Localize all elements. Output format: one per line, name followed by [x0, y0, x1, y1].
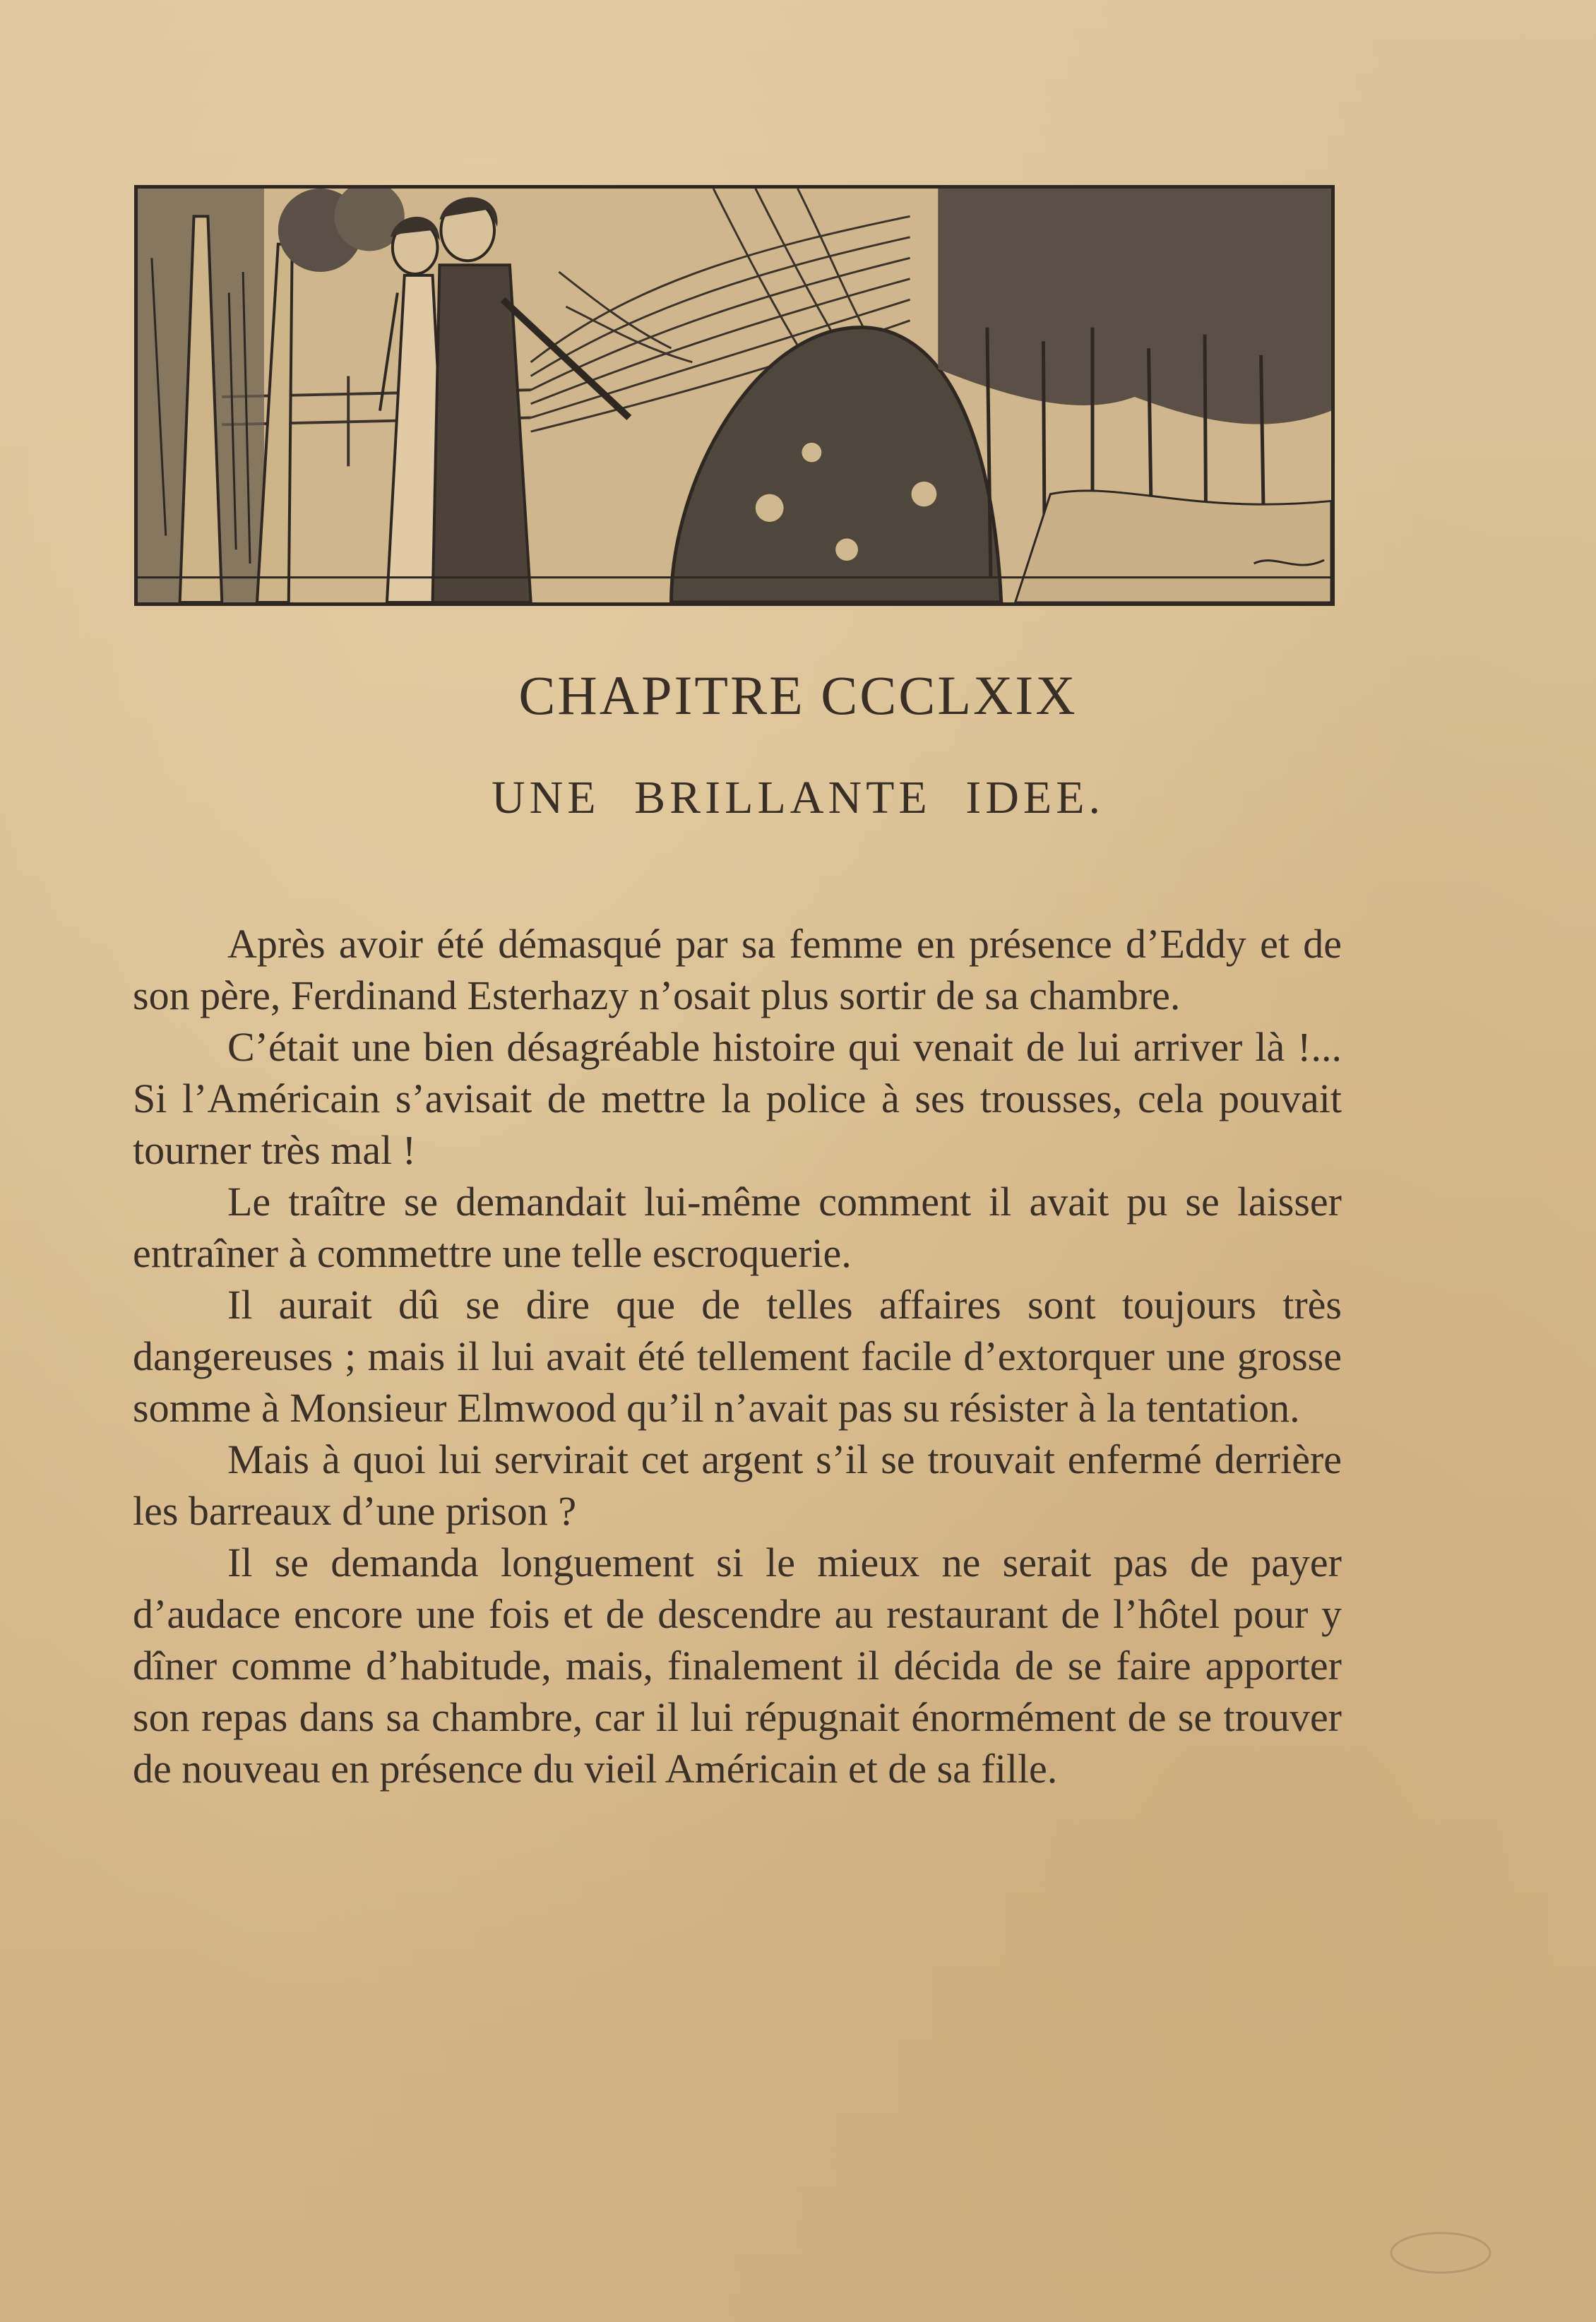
paragraph: Après avoir été démasqué par sa femme en présence d’Eddy et de son père, Ferdinand Esterhazy n’osait plus sortir de sa chambre. [133, 921, 1342, 1018]
chapter-subtitle: UNE BRILLANTE IDEE. [491, 772, 1105, 823]
library-stamp-icon [1384, 2225, 1497, 2281]
paragraph: Le traître se demandait lui-même comment il avait pu se laisser entraîner à commettre une telle escroquerie. [133, 1179, 1342, 1276]
paragraph: Il aurait dû se dire que de telles affaires sont toujours très dangereuses ; mais il lui avait été tellement facile d’extorquer une grosse somme à Monsieur Elmwood qu’il n’avait pas su résister à la tentation. [133, 1282, 1342, 1431]
paragraph: Mais à quoi lui servirait cet argent s’il se trouvait enfermé derrière les barreaux d’une prison ? [133, 1436, 1342, 1534]
woodcut-illustration [138, 189, 1331, 602]
chapter-body [133, 918, 1342, 1794]
chapter-title: CHAPITRE CCCLXIX [518, 665, 1078, 726]
paragraph: Il se demanda longuement si le mieux ne serait pas de payer d’audace encore une fois et de descendre au restaurant de l’hôtel pour y dîner comme d’habitude, mais, finalement il décida de se faire apporter son repas dans sa chambre, car il lui répugnait énormément de se trouver de nouveau en présence du vieil Américain et de sa fille. [133, 1540, 1342, 1792]
left-trees [138, 189, 405, 602]
chapter-illustration [134, 185, 1335, 606]
paragraph: C’était une bien désagréable histoire qui venait de lui arriver là !... Si l’Américain s’avisait de mettre la police à ses trousses, cela pouvait tourner très mal ! [133, 1024, 1342, 1173]
